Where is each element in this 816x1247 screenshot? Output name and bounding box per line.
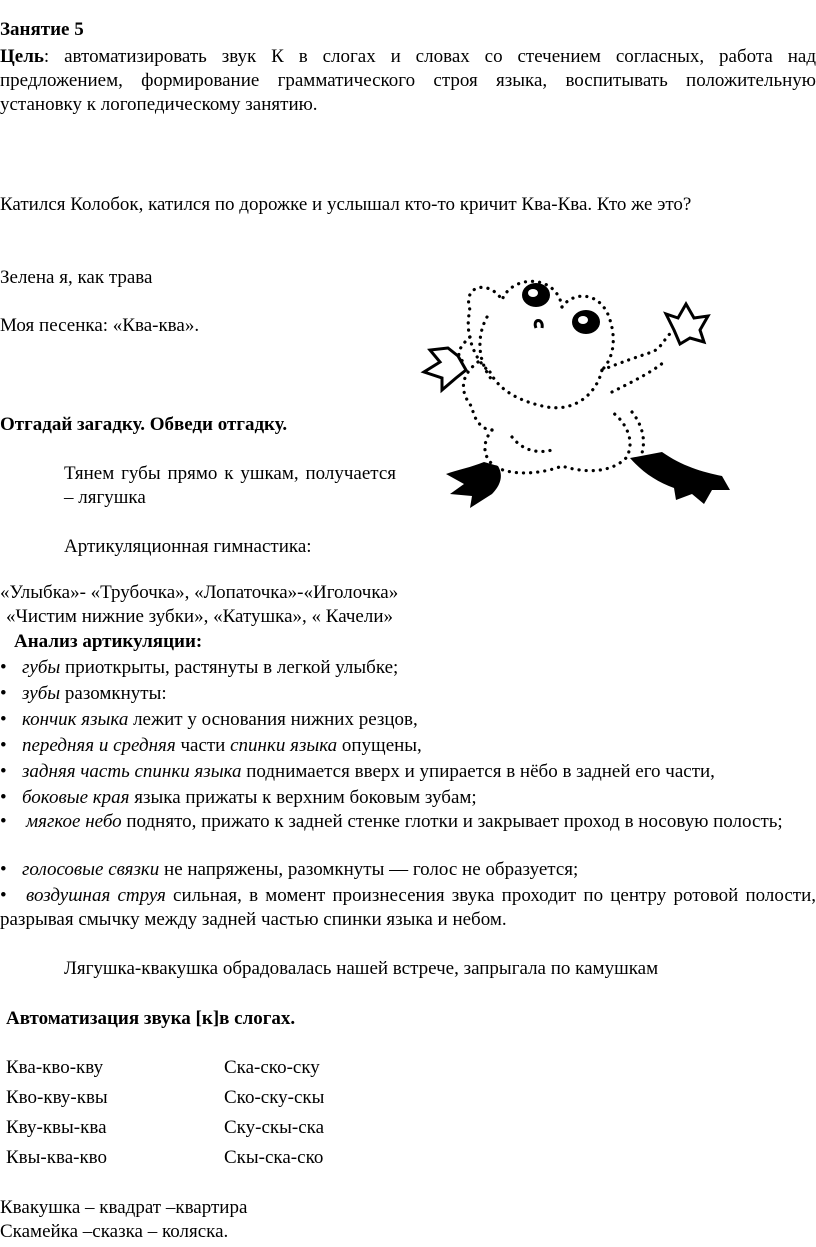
analysis-term: боковые края: [22, 787, 130, 808]
analysis-term: воздушная струя: [26, 885, 166, 906]
analysis-term: голосовые связки: [22, 859, 160, 880]
bullet: •: [0, 885, 7, 906]
bullet: •: [0, 811, 7, 832]
analysis-item: [0, 708, 816, 732]
goal-text: : автоматизировать звук К в слогах и словах со стечением согласных, работа над предложением, формирование грамматического строя языка, воспитывать положительную установку к логопедическому занятию.: [0, 46, 816, 115]
syllable-right: Ско-ску-скы: [224, 1087, 325, 1108]
poem-line-2: Моя песенка: «Ква-ква».: [0, 315, 200, 336]
analysis-heading: Анализ артикуляции:: [14, 631, 203, 652]
analysis-text: языка прижаты к верхним боковым зубам;: [129, 787, 477, 808]
analysis-text: поднято, прижато к задней стенке глотки и закрывает проход в носовую полость;: [121, 811, 783, 832]
frog-illustration: [412, 262, 742, 524]
frog-right-foot: [630, 452, 730, 504]
lesson-title: Занятие 5: [0, 19, 84, 40]
analysis-item: [0, 884, 816, 932]
analysis-term: зубы: [22, 683, 61, 704]
story-text: Катился Колобок, катился по дорожке и услышал кто-то кричит Ква-Ква. Кто же это?: [0, 194, 692, 215]
analysis-item: [0, 682, 816, 706]
analysis-text: опущены,: [337, 735, 422, 756]
frog-left-foot: [446, 462, 501, 508]
syllable-left: Кву-квы-ква: [6, 1117, 107, 1138]
frog-chin-outline: [490, 370, 602, 408]
transition-text: Лягушка-квакушка обрадовалась нашей встрече, запрыгала по камушкам: [64, 958, 659, 979]
analysis-item: [0, 760, 816, 784]
analysis-term: спинки языка: [230, 735, 338, 756]
frog-right-eye-shine: [578, 316, 588, 324]
gymnastics-line-2: «Чистим нижние зубки», «Катушка», « Качели»: [6, 606, 394, 627]
bullet: •: [0, 735, 7, 756]
analysis-text: разомкнуты:: [60, 683, 167, 704]
analysis-term: кончик языка: [22, 709, 129, 730]
analysis-term: мягкое небо: [26, 811, 122, 832]
syllable-left: Квы-ква-кво: [6, 1147, 108, 1168]
frog-belly: [485, 412, 630, 473]
syllable-right: Ску-скы-ска: [224, 1117, 325, 1138]
analysis-term: задняя часть спинки языка: [22, 761, 242, 782]
gymnastics-heading: Артикуляционная гимнастика:: [64, 536, 312, 557]
analysis-text: поднимается вверх и упирается в нёбо в задней его части,: [241, 761, 715, 782]
frog-right-hand: [666, 304, 708, 344]
words-line-2: Скамейка –сказка – коляска.: [0, 1221, 229, 1242]
syllable-right: Скы-ска-ско: [224, 1147, 324, 1168]
bullet: •: [0, 709, 7, 730]
riddle-heading: Отгадай загадку. Обведи отгадку.: [0, 414, 288, 435]
analysis-item: [0, 656, 816, 680]
gymnastics-line-1: «Улыбка»- «Трубочка», «Лопаточка»-«Иголочка»: [0, 582, 399, 603]
syllable-left: Ква-кво-кву: [6, 1057, 104, 1078]
analysis-text: части: [175, 735, 231, 756]
syllable-left: Кво-кву-квы: [6, 1087, 108, 1108]
analysis-text: лежит у основания нижних резцов,: [128, 709, 418, 730]
analysis-text: сильная, в момент произнесения звука проходит по центру ротовой полости, разрывая смычку между задней частью спинки языка и небом.: [0, 885, 816, 930]
riddle-text: Тянем губы прямо к ушкам, получается – лягушка: [64, 463, 396, 508]
analysis-term: передняя и средняя: [22, 735, 176, 756]
analysis-item: [0, 734, 816, 758]
analysis-text: приоткрыты, растянуты в легкой улыбке;: [60, 657, 399, 678]
poem-line-1: Зелена я, как трава: [0, 267, 153, 288]
goal-label: Цель: [0, 46, 44, 67]
frog-belly-line: [512, 437, 552, 451]
bullet: •: [0, 787, 7, 808]
frog-right-arm-lower: [612, 362, 664, 392]
analysis-item: [0, 786, 816, 810]
bullet: •: [0, 761, 7, 782]
bullet: •: [0, 859, 7, 880]
analysis-item: [0, 810, 816, 834]
syllable-right: Ска-ско-ску: [224, 1057, 320, 1078]
lesson-goal: [0, 45, 816, 117]
analysis-item: [0, 858, 816, 882]
frog-mouth: [535, 321, 542, 329]
analysis-text: не напряжены, разомкнуты — голос не образуется;: [159, 859, 579, 880]
words-line-1: Квакушка – квадрат –квартира: [0, 1197, 248, 1218]
bullet: •: [0, 683, 7, 704]
automation-heading: Автоматизация звука [к]в слогах.: [6, 1008, 296, 1029]
bullet: •: [0, 657, 7, 678]
frog-left-eye-shine: [528, 289, 538, 297]
analysis-term: губы: [22, 657, 61, 678]
